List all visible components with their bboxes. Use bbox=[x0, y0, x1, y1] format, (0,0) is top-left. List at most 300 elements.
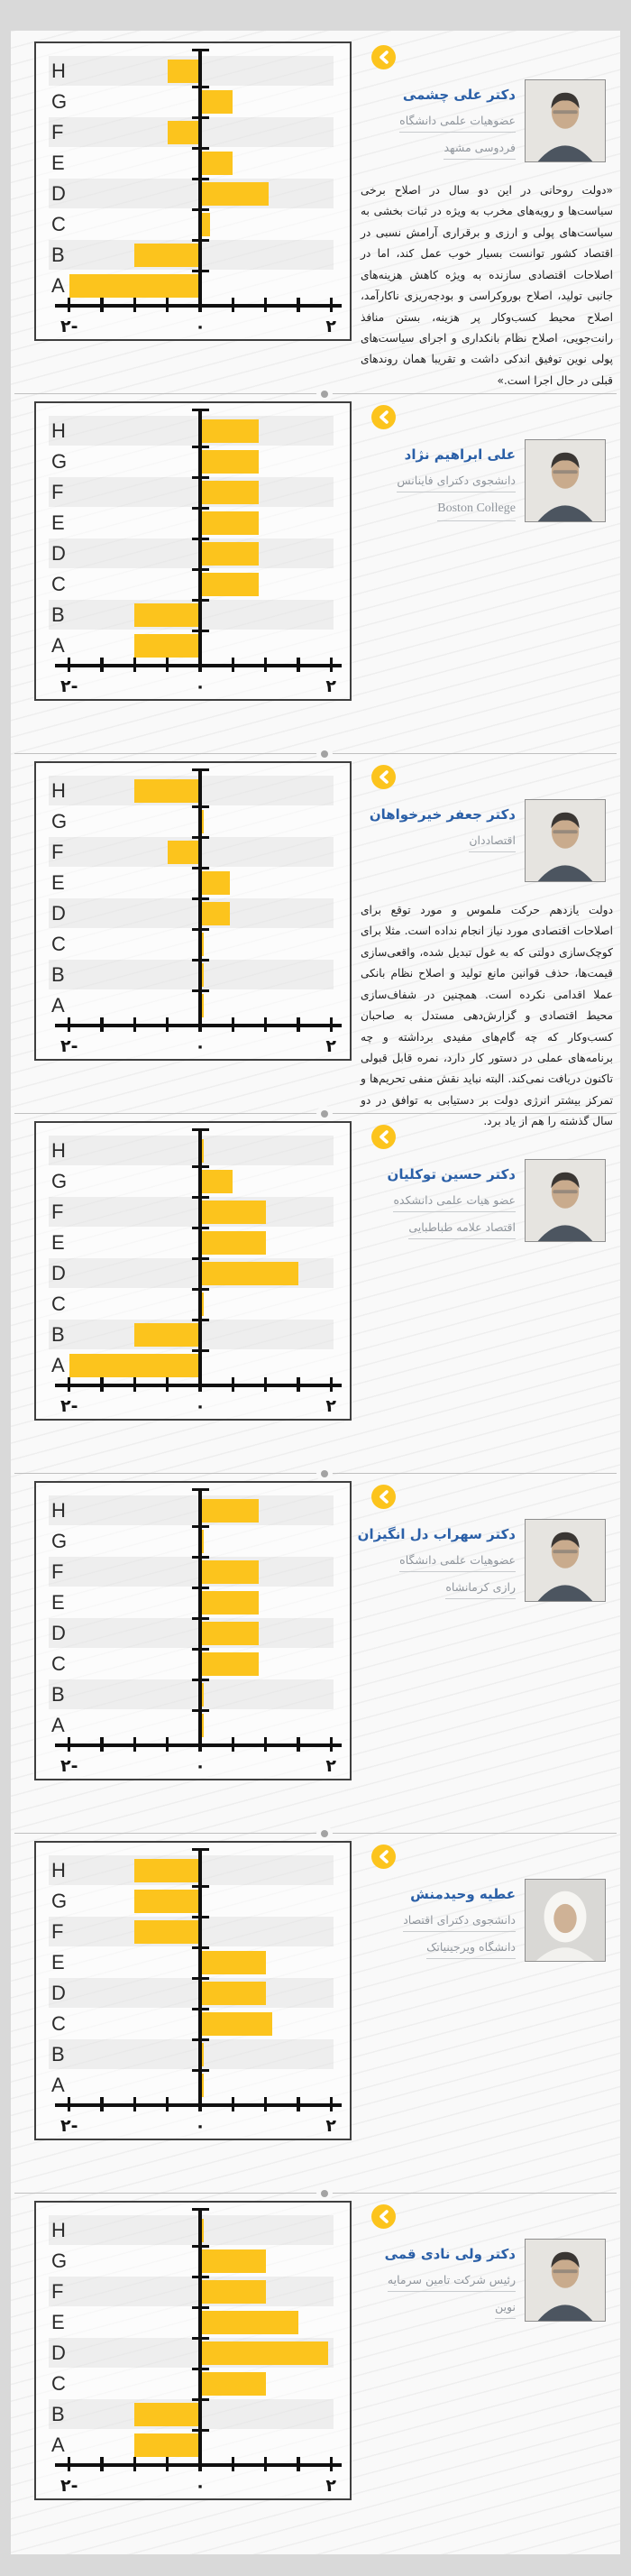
zero-axis-tick bbox=[192, 1196, 209, 1199]
x-label-zero: ۰ bbox=[195, 1756, 206, 1776]
category-label: B bbox=[51, 244, 65, 266]
x-label-max: ۲ bbox=[325, 2116, 336, 2136]
zero-axis-tick bbox=[192, 1319, 209, 1321]
expert-affiliation-1: دانشجوی دکترای فاینانس bbox=[397, 473, 516, 492]
value-bar bbox=[69, 1354, 200, 1377]
category-label: A bbox=[51, 2433, 65, 2456]
ratings-bar-chart bbox=[34, 1841, 352, 2140]
category-label: E bbox=[51, 1591, 65, 1614]
category-label: D bbox=[51, 182, 66, 205]
value-bar bbox=[200, 182, 269, 206]
x-label-min: -۲ bbox=[60, 1396, 78, 1416]
x-axis-tick bbox=[232, 1017, 234, 1032]
zero-axis-tick bbox=[192, 768, 209, 771]
x-label-max: ۲ bbox=[325, 1756, 336, 1776]
expert-affiliation-1: دانشجوی دکترای اقتصاد bbox=[403, 1912, 516, 1932]
zero-axis-tick bbox=[192, 959, 209, 961]
male-portrait-icon bbox=[525, 439, 606, 522]
section-bullet-chevron-icon bbox=[371, 405, 396, 429]
x-axis-tick bbox=[166, 1737, 169, 1752]
affiliation-line bbox=[353, 133, 516, 160]
category-label: H bbox=[51, 1859, 66, 1881]
x-axis-tick bbox=[330, 298, 333, 312]
expert-affiliation-1: اقتصاددان bbox=[469, 833, 516, 852]
expert-affiliation-1: رئیس شرکت تامین سرمایه bbox=[388, 2272, 516, 2292]
x-axis-tick bbox=[330, 1017, 333, 1032]
category-label: B bbox=[51, 2043, 65, 2065]
category-label: G bbox=[51, 1530, 68, 1552]
zero-axis-tick bbox=[192, 1257, 209, 1260]
x-axis-tick bbox=[232, 298, 234, 312]
zero-axis-tick bbox=[192, 1488, 209, 1491]
category-label: D bbox=[51, 1982, 66, 2004]
zero-axis-tick bbox=[192, 409, 209, 411]
zero-axis-tick bbox=[192, 2276, 209, 2278]
ratings-bar-chart bbox=[34, 2201, 352, 2500]
expert-name: دکتر حسین توکلیان bbox=[387, 1166, 516, 1182]
category-label: E bbox=[51, 1231, 65, 1254]
x-label-max: ۲ bbox=[325, 676, 336, 696]
zero-axis-tick bbox=[192, 239, 209, 242]
row-stripe bbox=[49, 898, 334, 928]
expert-section bbox=[11, 1834, 620, 2193]
x-label-max: ۲ bbox=[325, 317, 336, 336]
zero-axis-tick bbox=[192, 208, 209, 211]
ratings-bar-chart bbox=[34, 761, 352, 1061]
expert-id-block bbox=[353, 1164, 516, 1239]
value-bar bbox=[200, 2311, 298, 2334]
row-stripe bbox=[49, 1978, 334, 2008]
affiliation-line bbox=[353, 106, 516, 133]
category-label: G bbox=[51, 90, 68, 113]
expert-affiliation-2: دانشگاه ویرجینیاتک bbox=[426, 1939, 516, 1959]
x-axis-tick bbox=[100, 658, 103, 672]
value-bar bbox=[168, 60, 200, 83]
category-label: E bbox=[51, 2311, 65, 2333]
zero-axis-tick bbox=[192, 2208, 209, 2211]
value-bar bbox=[200, 419, 259, 443]
category-label: D bbox=[51, 1622, 66, 1644]
male-portrait-icon bbox=[525, 1159, 606, 1242]
affiliation-line bbox=[353, 492, 516, 521]
section-bullet-chevron-icon bbox=[371, 1845, 396, 1869]
value-bar bbox=[200, 2280, 266, 2304]
row-stripe bbox=[49, 1197, 334, 1227]
value-bar bbox=[200, 2249, 266, 2273]
x-axis-tick bbox=[232, 1377, 234, 1392]
zero-axis-tick bbox=[192, 49, 209, 51]
category-label: G bbox=[51, 1170, 68, 1192]
category-label: H bbox=[51, 779, 66, 802]
category-label: D bbox=[51, 542, 66, 565]
section-bullet-chevron-icon bbox=[371, 1125, 396, 1149]
x-label-max: ۲ bbox=[325, 1396, 336, 1416]
x-label-zero: ۰ bbox=[195, 317, 206, 336]
x-axis-tick bbox=[297, 298, 299, 312]
expert-id-block bbox=[353, 85, 516, 160]
x-axis-tick bbox=[297, 2457, 299, 2471]
section-bullet-chevron-icon bbox=[371, 2204, 396, 2229]
x-axis-tick bbox=[166, 298, 169, 312]
value-bar bbox=[69, 274, 200, 298]
value-bar bbox=[134, 1890, 200, 1913]
zero-axis-tick bbox=[192, 116, 209, 119]
value-bar bbox=[134, 244, 200, 267]
row-stripe bbox=[49, 477, 334, 507]
value-bar bbox=[200, 871, 230, 895]
zero-axis-tick bbox=[192, 1848, 209, 1851]
expert-affiliation-2: نوین bbox=[495, 2299, 516, 2319]
zero-axis-tick bbox=[192, 897, 209, 900]
x-axis-tick bbox=[100, 2457, 103, 2471]
infographic-panel bbox=[11, 31, 620, 2554]
zero-axis-tick bbox=[192, 1165, 209, 1168]
category-label: A bbox=[51, 2074, 65, 2096]
zero-axis-tick bbox=[192, 2337, 209, 2340]
value-bar bbox=[200, 2012, 272, 2036]
expert-section bbox=[11, 1114, 620, 1473]
x-axis-tick bbox=[133, 1017, 136, 1032]
value-bar bbox=[200, 152, 233, 175]
x-label-min: -۲ bbox=[60, 676, 78, 696]
zero-axis-tick bbox=[192, 2038, 209, 2041]
category-label: F bbox=[51, 2280, 64, 2303]
value-bar bbox=[200, 542, 259, 566]
zero-axis-tick bbox=[192, 1648, 209, 1651]
affiliation-line bbox=[353, 1545, 516, 1572]
x-axis-tick bbox=[330, 2097, 333, 2111]
row-stripe bbox=[49, 538, 334, 568]
value-bar bbox=[134, 1920, 200, 1944]
hijab-portrait-icon bbox=[525, 1879, 606, 1962]
value-bar bbox=[200, 1951, 266, 1974]
row-stripe bbox=[49, 416, 334, 446]
zero-axis-tick bbox=[192, 538, 209, 540]
value-bar bbox=[200, 573, 259, 596]
expert-id-block bbox=[353, 2244, 516, 2319]
category-label: A bbox=[51, 634, 65, 657]
x-axis-tick bbox=[264, 1377, 267, 1392]
expert-name: علی ابراهیم نژاد bbox=[404, 446, 516, 463]
category-label: C bbox=[51, 573, 66, 595]
affiliation-line bbox=[353, 2265, 516, 2292]
x-axis-tick bbox=[264, 2457, 267, 2471]
x-label-zero: ۰ bbox=[195, 676, 206, 696]
category-label: H bbox=[51, 1499, 66, 1522]
category-label: B bbox=[51, 1683, 65, 1706]
zero-axis-tick bbox=[192, 2429, 209, 2432]
x-axis-tick bbox=[232, 2097, 234, 2111]
value-bar bbox=[200, 1170, 233, 1193]
value-bar bbox=[134, 2403, 200, 2426]
x-axis-tick bbox=[100, 298, 103, 312]
category-label: E bbox=[51, 152, 65, 174]
expert-section bbox=[11, 754, 620, 1128]
x-axis-tick bbox=[68, 1737, 70, 1752]
zero-axis-tick bbox=[192, 1288, 209, 1291]
x-axis-tick bbox=[68, 298, 70, 312]
x-axis-tick bbox=[232, 658, 234, 672]
value-bar bbox=[200, 481, 259, 504]
value-bar bbox=[200, 1560, 259, 1584]
category-label: H bbox=[51, 419, 66, 442]
category-label: C bbox=[51, 933, 66, 955]
zero-axis-tick bbox=[192, 178, 209, 180]
x-axis-tick bbox=[100, 1377, 103, 1392]
affiliation-line bbox=[353, 2292, 516, 2319]
expert-name: دکتر سهراب دل انگیزان bbox=[357, 1526, 516, 1542]
category-label: C bbox=[51, 2372, 66, 2395]
expert-id-block bbox=[353, 805, 516, 852]
x-label-zero: ۰ bbox=[195, 1036, 206, 1056]
category-label: D bbox=[51, 2341, 66, 2364]
category-label: B bbox=[51, 603, 65, 626]
affiliation-line bbox=[353, 1905, 516, 1932]
category-label: E bbox=[51, 511, 65, 534]
value-bar bbox=[168, 841, 200, 864]
expert-affiliation-2: فردوسی مشهد bbox=[444, 140, 516, 160]
affiliation-line bbox=[353, 1185, 516, 1212]
value-bar bbox=[200, 1262, 298, 1285]
category-label: F bbox=[51, 841, 64, 863]
zero-axis-tick bbox=[192, 446, 209, 448]
zero-axis-tick bbox=[192, 1617, 209, 1620]
expert-id-block bbox=[353, 1884, 516, 1959]
zero-axis-tick bbox=[192, 2069, 209, 2072]
zero-axis-tick bbox=[192, 1556, 209, 1559]
x-label-max: ۲ bbox=[325, 2476, 336, 2496]
x-axis-tick bbox=[297, 658, 299, 672]
zero-axis-tick bbox=[192, 1525, 209, 1528]
zero-axis-tick bbox=[192, 928, 209, 931]
row-stripe bbox=[49, 1679, 334, 1709]
x-axis-tick bbox=[264, 658, 267, 672]
affiliation-line bbox=[353, 1932, 516, 1959]
category-label: G bbox=[51, 1890, 68, 1912]
x-label-min: -۲ bbox=[60, 317, 78, 336]
affiliation-line bbox=[353, 1212, 516, 1239]
category-label: B bbox=[51, 2403, 65, 2425]
expert-affiliation-1: عضو هیات علمی دانشکده bbox=[393, 1192, 516, 1212]
value-bar bbox=[200, 902, 230, 925]
value-bar bbox=[200, 1201, 266, 1224]
zero-axis-tick bbox=[192, 1349, 209, 1352]
x-label-zero: ۰ bbox=[195, 2476, 206, 2496]
x-label-min: -۲ bbox=[60, 2476, 78, 2496]
x-axis-tick bbox=[100, 1737, 103, 1752]
ratings-bar-chart bbox=[34, 41, 352, 341]
row-stripe bbox=[49, 960, 334, 989]
x-axis-tick bbox=[166, 1017, 169, 1032]
value-bar bbox=[134, 1323, 200, 1347]
zero-axis-tick bbox=[192, 599, 209, 602]
zero-axis-tick bbox=[192, 1679, 209, 1681]
category-label: F bbox=[51, 1920, 64, 1943]
row-stripe bbox=[49, 2215, 334, 2245]
category-label: C bbox=[51, 1293, 66, 1315]
category-label: F bbox=[51, 1201, 64, 1223]
zero-axis-tick bbox=[192, 1587, 209, 1589]
x-axis-tick bbox=[264, 1737, 267, 1752]
section-bullet-chevron-icon bbox=[371, 765, 396, 789]
expert-quote: «دولت روحانی در این دو سال در اصلاح برخی سیاست‌ها و رویه‌های مخرب به ویژه در ثبات بخشی به سیاست‌های پولی و ارزی و برقراری آرامش نسبی در اقتصاد کشور توانست بسیار خوب عمل کند، اما در اصلاحات اقتصادی سازنده به ویژه کاهش هزینه‌های جانبی تولید، اصلاح بوروکراسی و بودجه‌ریزی ناکارآمد، اصلاح محیط کسب‌وکار پر هزینه، بستن منافذ رانت‌جویی، اصلاح نظام بانکداری و اجرای سیاست‌های پولی نوین توفیق اندکی داشت و تقریبا همان روندهای قبلی در حال اجرا است.» bbox=[361, 184, 613, 387]
affiliation-line bbox=[353, 465, 516, 492]
zero-axis-tick bbox=[192, 2008, 209, 2010]
row-stripe bbox=[49, 1136, 334, 1165]
expert-affiliation-2: Boston College bbox=[437, 500, 516, 521]
x-axis-tick bbox=[297, 1377, 299, 1392]
expert-section bbox=[11, 2194, 620, 2553]
category-label: H bbox=[51, 60, 66, 82]
category-label: D bbox=[51, 902, 66, 925]
value-bar bbox=[168, 121, 200, 144]
zero-axis-tick bbox=[192, 805, 209, 808]
x-axis-tick bbox=[100, 1017, 103, 1032]
row-stripe bbox=[49, 2039, 334, 2069]
expert-section bbox=[11, 394, 620, 753]
value-bar bbox=[134, 779, 200, 803]
value-bar bbox=[134, 1859, 200, 1882]
category-label: G bbox=[51, 450, 68, 473]
category-label: F bbox=[51, 1560, 64, 1583]
row-stripe bbox=[49, 1618, 334, 1648]
affiliation-line bbox=[353, 1572, 516, 1599]
zero-axis-tick bbox=[192, 270, 209, 272]
category-label: C bbox=[51, 1652, 66, 1675]
x-axis-tick bbox=[330, 2457, 333, 2471]
x-axis-tick bbox=[166, 2457, 169, 2471]
x-axis-tick bbox=[133, 2457, 136, 2471]
expert-affiliation-1: عضوهیات علمی دانشگاه bbox=[399, 1552, 516, 1572]
category-label: C bbox=[51, 2012, 66, 2035]
ratings-bar-chart bbox=[34, 401, 352, 701]
row-stripe bbox=[49, 2277, 334, 2306]
x-axis-tick bbox=[264, 2097, 267, 2111]
category-label: G bbox=[51, 810, 68, 833]
x-axis-tick bbox=[297, 1737, 299, 1752]
zero-axis-tick bbox=[192, 1128, 209, 1131]
category-label: B bbox=[51, 963, 65, 986]
zero-axis-tick bbox=[192, 836, 209, 839]
ratings-bar-chart bbox=[34, 1481, 352, 1780]
male-portrait-icon bbox=[525, 1519, 606, 1602]
zero-axis-tick bbox=[192, 1916, 209, 1918]
category-label: D bbox=[51, 1262, 66, 1284]
category-label: H bbox=[51, 2219, 66, 2241]
x-axis-tick bbox=[166, 1377, 169, 1392]
x-axis-tick bbox=[264, 1017, 267, 1032]
x-label-min: -۲ bbox=[60, 1756, 78, 1776]
x-axis-tick bbox=[68, 658, 70, 672]
x-axis-tick bbox=[68, 1377, 70, 1392]
x-label-max: ۲ bbox=[325, 1036, 336, 1056]
x-axis-tick bbox=[166, 2097, 169, 2111]
expert-affiliation-2: رازی کرمانشاه bbox=[445, 1579, 516, 1599]
value-bar bbox=[200, 1591, 259, 1615]
x-axis-tick bbox=[330, 1377, 333, 1392]
x-axis-tick bbox=[133, 1737, 136, 1752]
expert-section bbox=[11, 1474, 620, 1833]
x-label-zero: ۰ bbox=[195, 1396, 206, 1416]
x-axis-tick bbox=[68, 2097, 70, 2111]
zero-axis-tick bbox=[192, 989, 209, 992]
male-portrait-icon bbox=[525, 799, 606, 882]
x-axis-tick bbox=[68, 2457, 70, 2471]
x-axis-tick bbox=[68, 1017, 70, 1032]
section-bullet-chevron-icon bbox=[371, 45, 396, 69]
expert-name: عطیه وحیدمنش bbox=[410, 1886, 516, 1902]
zero-axis-tick bbox=[192, 1946, 209, 1949]
expert-name: دکتر جعفر خیرخواهان bbox=[369, 806, 516, 823]
expert-name: دکتر ولی نادی قمی bbox=[384, 2246, 516, 2262]
x-axis-tick bbox=[330, 658, 333, 672]
x-axis-tick bbox=[133, 1377, 136, 1392]
zero-axis-tick bbox=[192, 1885, 209, 1888]
row-stripe bbox=[49, 1495, 334, 1525]
x-axis-tick bbox=[297, 1017, 299, 1032]
x-axis-tick bbox=[232, 1737, 234, 1752]
category-label: A bbox=[51, 1714, 65, 1736]
x-label-zero: ۰ bbox=[195, 2116, 206, 2136]
value-bar bbox=[200, 1982, 266, 2005]
zero-axis-tick bbox=[192, 507, 209, 510]
row-stripe bbox=[49, 179, 334, 208]
category-label: B bbox=[51, 1323, 65, 1346]
zero-axis-tick bbox=[192, 476, 209, 479]
x-axis-tick bbox=[133, 298, 136, 312]
category-label: C bbox=[51, 213, 66, 235]
category-label: G bbox=[51, 2249, 68, 2272]
value-bar bbox=[200, 1622, 259, 1645]
row-stripe bbox=[49, 1557, 334, 1587]
value-bar bbox=[134, 634, 200, 658]
value-bar bbox=[200, 1499, 259, 1523]
zero-axis-tick bbox=[192, 867, 209, 869]
category-label: E bbox=[51, 1951, 65, 1973]
x-axis-tick bbox=[264, 298, 267, 312]
zero-axis-tick bbox=[192, 2245, 209, 2248]
x-label-min: -۲ bbox=[60, 2116, 78, 2136]
value-bar bbox=[200, 1652, 259, 1676]
ratings-bar-chart bbox=[34, 1121, 352, 1421]
expert-affiliation-1: عضوهیات علمی دانشگاه bbox=[399, 113, 516, 133]
value-bar bbox=[200, 2372, 266, 2396]
zero-axis-tick bbox=[192, 2398, 209, 2401]
value-bar bbox=[200, 511, 259, 535]
expert-quote: دولت یازدهم حرکت ملموس و مورد توقع برای اصلاحات اقتصادی مورد نیاز انجام نداده است. مثلا برای کوچک‌سازی دولتی که به غول تبدیل شده، واقعی‌سازی قیمت‌ها، حذف قوانین مانع تولید و اصلاح نظام بانکی عملا اقدامی نکرده است. همچنین در شفاف‌سازی محیط اقتصادی و گزارش‌دهی مستدل به صاحبان کسب‌وکار که چه گام‌های مفیدی برداشته و چه برنامه‌های عملی در دستور کار دارد، نمره قابل قبولی تاکنون دریافت نمی‌کند. البته نباید نقش منفی تحریم‌ها و تمرکز بیشتر انرژی دولت بر دستیابی به توافق در دو سال گذشته را هم از یاد برد. bbox=[361, 904, 613, 1128]
section-bullet-chevron-icon bbox=[371, 1485, 396, 1509]
category-label: A bbox=[51, 994, 65, 1017]
x-label-min: -۲ bbox=[60, 1036, 78, 1056]
x-axis-tick bbox=[133, 2097, 136, 2111]
category-label: F bbox=[51, 481, 64, 503]
value-bar bbox=[200, 2341, 328, 2365]
expert-id-block bbox=[353, 1524, 516, 1599]
zero-axis-tick bbox=[192, 147, 209, 150]
expert-id-block bbox=[353, 445, 516, 521]
male-portrait-icon bbox=[525, 79, 606, 162]
value-bar bbox=[134, 2433, 200, 2457]
expert-affiliation-2: اقتصاد علامه طباطبایی bbox=[408, 1219, 516, 1239]
affiliation-line bbox=[353, 825, 516, 852]
male-portrait-icon bbox=[525, 2239, 606, 2322]
category-label: A bbox=[51, 274, 65, 297]
x-axis-tick bbox=[297, 2097, 299, 2111]
category-label: E bbox=[51, 871, 65, 894]
zero-axis-tick bbox=[192, 86, 209, 88]
category-label: A bbox=[51, 1354, 65, 1376]
value-bar bbox=[200, 450, 259, 474]
